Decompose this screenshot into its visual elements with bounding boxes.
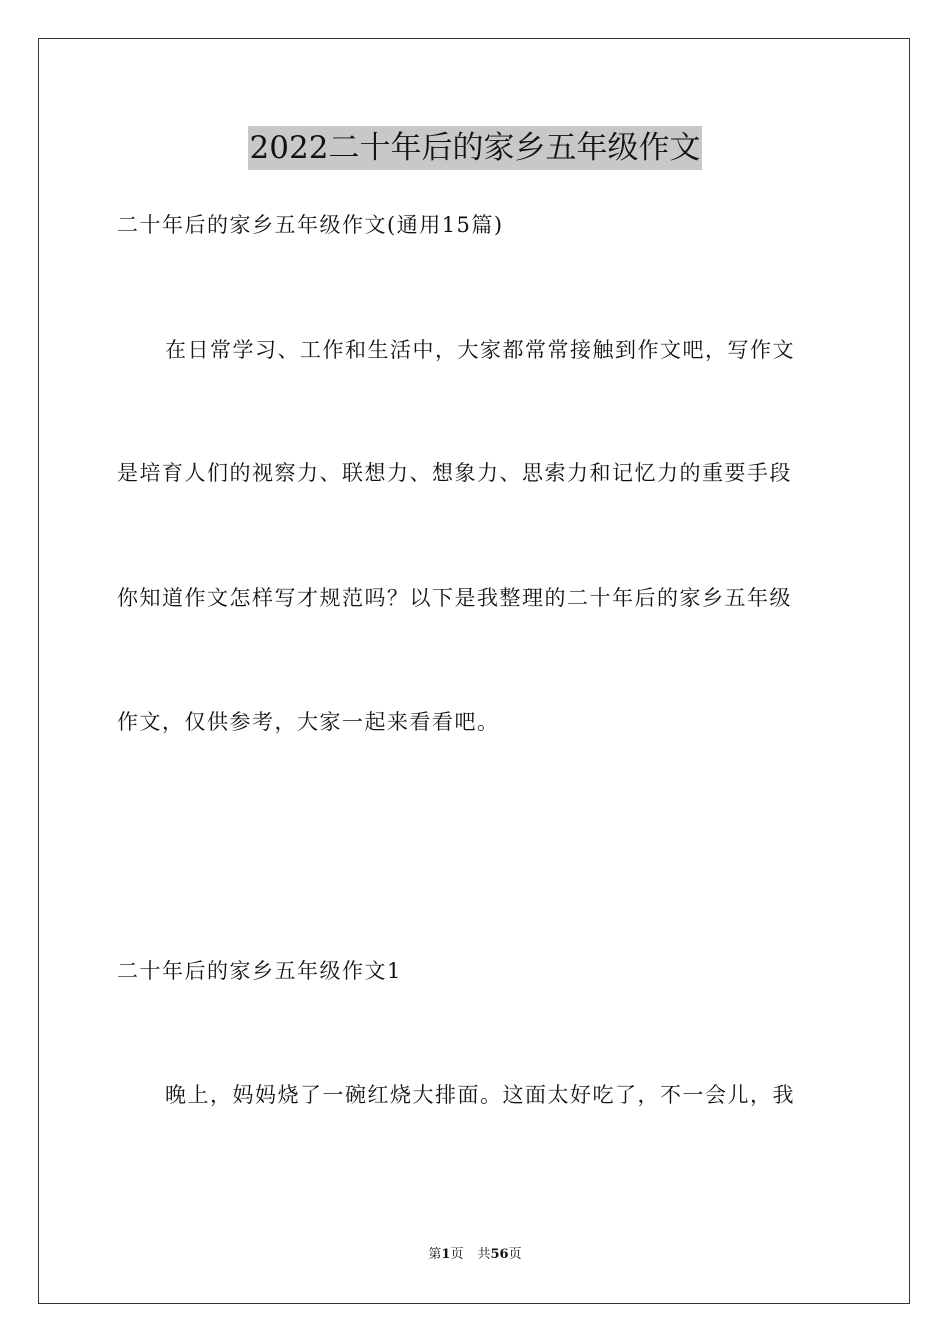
footer-page-current: 1 xyxy=(441,1247,451,1262)
section-heading: 二十年后的家乡五年级作文1 xyxy=(117,959,402,983)
page-footer xyxy=(0,1246,950,1264)
document-title-text: 2022二十年后的家乡五年级作文 xyxy=(248,126,703,170)
intro-line-3: 你知道作文怎样写才规范吗？以下是我整理的二十年后的家乡五年级 xyxy=(117,586,792,610)
footer-page-unit: 页 xyxy=(450,1247,464,1262)
section-first-line: 晚上，妈妈烧了一碗红烧大排面。这面太好吃了，不一会儿，我 xyxy=(165,1083,795,1107)
footer-page-total: 56 xyxy=(490,1247,509,1262)
footer-total-prefix: 共 xyxy=(477,1247,491,1262)
intro-line-4: 作文，仅供参考，大家一起来看看吧。 xyxy=(117,710,500,734)
intro-line-2: 是培育人们的视察力、联想力、想象力、思索力和记忆力的重要手段 xyxy=(117,461,792,485)
document-title xyxy=(0,126,950,170)
intro-line-1: 在日常学习、工作和生活中，大家都常常接触到作文吧，写作文 xyxy=(165,338,795,362)
footer-total-unit: 页 xyxy=(508,1247,522,1262)
document-subtitle: 二十年后的家乡五年级作文(通用15篇) xyxy=(117,213,504,237)
footer-page-prefix: 第 xyxy=(428,1247,442,1262)
